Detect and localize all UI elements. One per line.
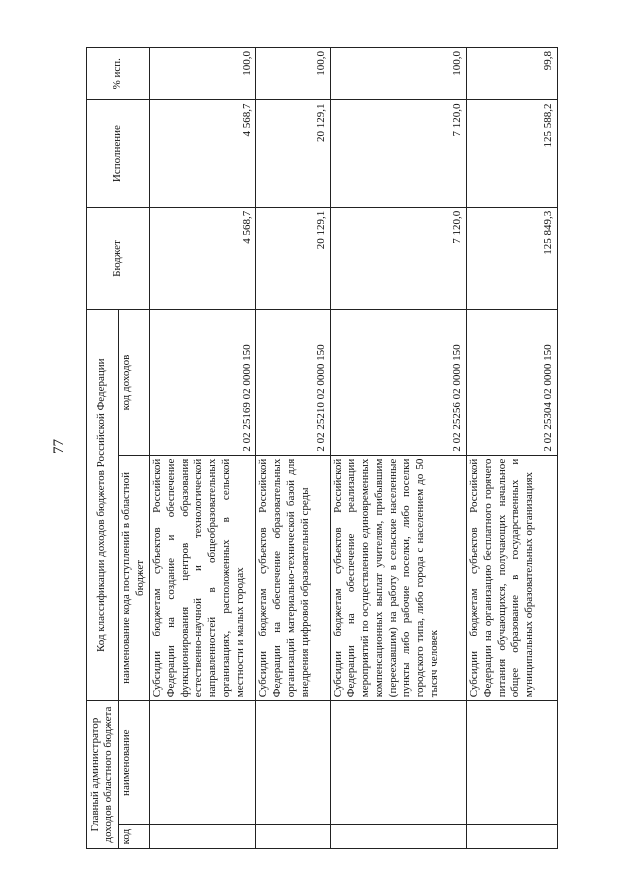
row-execution: 7 120,0 — [330, 100, 466, 207]
row-budget: 20 129,1 — [256, 207, 330, 310]
table-row — [150, 48, 256, 849]
rotated-table-container — [86, 47, 558, 849]
table-row — [330, 48, 466, 849]
row-code-cell — [467, 825, 558, 849]
budget-table — [86, 47, 558, 849]
header-income-name: наименование кода поступлений в областной бюджет — [118, 455, 150, 701]
row-description: Субсидии бюджетам субъектов Российской Федерации на обеспечение образовательных организаций материально-технической базой для внедрения цифровой образовательной среды — [256, 455, 330, 701]
row-percent: 100,0 — [330, 48, 466, 100]
header-name: наименование — [118, 701, 150, 825]
header-budget: Бюджет — [87, 207, 150, 310]
row-execution: 4 568,7 — [150, 100, 256, 207]
row-percent: 100,0 — [256, 48, 330, 100]
row-name-cell — [150, 701, 256, 825]
row-income-code: 2 02 25210 02 0000 150 — [256, 310, 330, 455]
header-chief-admin: Главный администратор доходов областного бюджета — [87, 701, 119, 849]
table-row — [256, 48, 330, 849]
row-name-cell — [256, 701, 330, 825]
row-budget: 125 849,3 — [467, 207, 558, 310]
row-income-code: 2 02 25304 02 0000 150 — [467, 310, 558, 455]
row-code-cell — [256, 825, 330, 849]
row-income-code: 2 02 25169 02 0000 150 — [150, 310, 256, 455]
row-budget: 7 120,0 — [330, 207, 466, 310]
row-code-cell — [330, 825, 466, 849]
row-percent: 100,0 — [150, 48, 256, 100]
row-name-cell — [330, 701, 466, 825]
table-row — [467, 48, 558, 849]
header-row-1 — [87, 48, 119, 849]
row-description: Субсидии бюджетам субъектов Российской Федерации на организацию бесплатного горячего питания обучающихся, получающих начальное общее образование в государственных и муниципальных образовательных организациях — [467, 455, 558, 701]
row-execution: 20 129,1 — [256, 100, 330, 207]
row-description: Субсидии бюджетам субъектов Российской Федерации на создание и обеспечение функционирования центров образования естественно-научной и технологической направленностей в общеобразовательных организациях, расположенных в сельской местности и малых городах — [150, 455, 256, 701]
header-execution: Исполнение — [87, 100, 150, 207]
header-income-code: код доходов — [118, 310, 150, 455]
row-percent: 99,8 — [467, 48, 558, 100]
header-code: код — [118, 825, 150, 849]
page-number: 77 — [51, 439, 67, 454]
row-budget: 4 568,7 — [150, 207, 256, 310]
row-code-cell — [150, 825, 256, 849]
header-percent: % исп. — [87, 48, 150, 100]
row-name-cell — [467, 701, 558, 825]
row-execution: 125 588,2 — [467, 100, 558, 207]
header-classification: Код классификации доходов бюджетов Российской Федерации — [87, 310, 119, 701]
row-description: Субсидии бюджетам субъектов Российской Федерации на обеспечение реализации мероприятий по осуществлению единовременных компенсационных выплат учителям, прибывшим (переехавшим) на работу в сельские населенные пункты либо рабочие поселки, либо поселки городского типа, либо города с населением до 50 тысяч человек — [330, 455, 466, 701]
row-income-code: 2 02 25256 02 0000 150 — [330, 310, 466, 455]
